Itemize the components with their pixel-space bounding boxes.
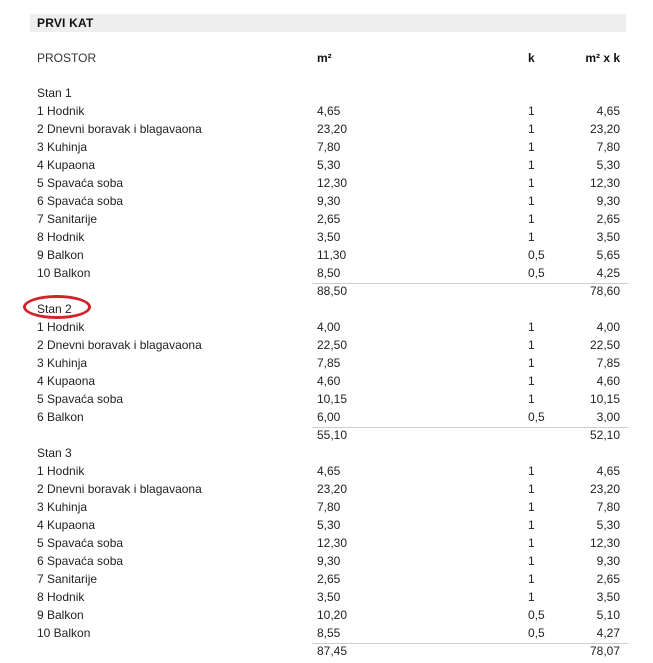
room-coefficient: 1 bbox=[528, 374, 535, 388]
room-area: 23,20 bbox=[317, 122, 348, 136]
page-title: PRVI KAT bbox=[37, 16, 94, 30]
room-name: 1 Hodnik bbox=[37, 464, 85, 478]
room-weighted-area: 23,20 bbox=[589, 122, 620, 136]
room-weighted-area: 9,30 bbox=[596, 194, 620, 208]
table-row bbox=[0, 336, 653, 354]
room-coefficient: 0,5 bbox=[528, 266, 545, 280]
column-header-k: k bbox=[528, 51, 535, 65]
highlight-circle bbox=[23, 295, 91, 319]
room-coefficient: 1 bbox=[528, 518, 535, 532]
table-row bbox=[0, 624, 653, 642]
section-heading bbox=[0, 444, 653, 462]
total-area: 88,50 bbox=[317, 284, 348, 298]
room-area: 23,20 bbox=[317, 482, 348, 496]
room-coefficient: 1 bbox=[528, 194, 535, 208]
room-coefficient: 0,5 bbox=[528, 410, 545, 424]
room-area: 12,30 bbox=[317, 176, 348, 190]
room-coefficient: 0,5 bbox=[528, 626, 545, 640]
table-row bbox=[0, 570, 653, 588]
room-weighted-area: 5,10 bbox=[596, 608, 620, 622]
room-name: 2 Dnevni boravak i blagavaona bbox=[37, 122, 202, 136]
table-row bbox=[0, 264, 653, 282]
room-name: 1 Hodnik bbox=[37, 320, 85, 334]
room-weighted-area: 7,80 bbox=[596, 500, 620, 514]
room-weighted-area: 22,50 bbox=[589, 338, 620, 352]
total-weighted-area: 52,10 bbox=[589, 428, 620, 442]
section-title: Stan 3 bbox=[37, 446, 72, 460]
table-row bbox=[0, 462, 653, 480]
table-row bbox=[0, 534, 653, 552]
room-name: 2 Dnevni boravak i blagavaona bbox=[37, 338, 202, 352]
total-area: 87,45 bbox=[317, 644, 348, 658]
table-row bbox=[0, 480, 653, 498]
room-weighted-area: 5,65 bbox=[596, 248, 620, 262]
room-area: 4,65 bbox=[317, 104, 341, 118]
room-weighted-area: 9,30 bbox=[596, 554, 620, 568]
room-coefficient: 1 bbox=[528, 212, 535, 226]
room-coefficient: 1 bbox=[528, 158, 535, 172]
total-area: 55,10 bbox=[317, 428, 348, 442]
room-weighted-area: 5,30 bbox=[596, 158, 620, 172]
room-name: 8 Hodnik bbox=[37, 590, 85, 604]
room-weighted-area: 2,65 bbox=[596, 572, 620, 586]
room-weighted-area: 4,65 bbox=[596, 464, 620, 478]
room-area: 10,20 bbox=[317, 608, 348, 622]
section-heading bbox=[0, 84, 653, 102]
table-row bbox=[0, 552, 653, 570]
table-row bbox=[0, 372, 653, 390]
table-row bbox=[0, 516, 653, 534]
room-name: 3 Kuhinja bbox=[37, 500, 88, 514]
section-title: Stan 1 bbox=[37, 86, 72, 100]
table-row bbox=[0, 210, 653, 228]
room-area: 8,50 bbox=[317, 266, 341, 280]
room-coefficient: 1 bbox=[528, 536, 535, 550]
room-weighted-area: 12,30 bbox=[589, 536, 620, 550]
room-area: 10,15 bbox=[317, 392, 348, 406]
room-coefficient: 1 bbox=[528, 338, 535, 352]
room-weighted-area: 4,00 bbox=[596, 320, 620, 334]
room-name: 4 Kupaona bbox=[37, 158, 96, 172]
room-name: 6 Spavaća soba bbox=[37, 194, 124, 208]
table-row bbox=[0, 390, 653, 408]
table-row bbox=[0, 246, 653, 264]
room-area: 4,00 bbox=[317, 320, 341, 334]
room-weighted-area: 3,50 bbox=[596, 590, 620, 604]
room-weighted-area: 2,65 bbox=[596, 212, 620, 226]
table-row bbox=[0, 174, 653, 192]
room-name: 7 Sanitarije bbox=[37, 212, 98, 226]
column-header-prostor: PROSTOR bbox=[37, 51, 97, 65]
room-coefficient: 1 bbox=[528, 572, 535, 586]
room-coefficient: 1 bbox=[528, 590, 535, 604]
room-weighted-area: 5,30 bbox=[596, 518, 620, 532]
table-row bbox=[0, 408, 653, 426]
room-name: 4 Kupaona bbox=[37, 518, 96, 532]
room-weighted-area: 4,60 bbox=[596, 374, 620, 388]
table-row bbox=[0, 588, 653, 606]
room-coefficient: 1 bbox=[528, 122, 535, 136]
room-area: 11,30 bbox=[317, 248, 347, 262]
room-coefficient: 1 bbox=[528, 482, 535, 496]
room-area: 5,30 bbox=[317, 518, 341, 532]
room-area: 8,55 bbox=[317, 626, 341, 640]
room-coefficient: 1 bbox=[528, 500, 535, 514]
room-name: 4 Kupaona bbox=[37, 374, 96, 388]
room-name: 10 Balkon bbox=[37, 266, 91, 280]
room-coefficient: 1 bbox=[528, 230, 535, 244]
room-area: 2,65 bbox=[317, 212, 341, 226]
table-row bbox=[0, 606, 653, 624]
room-coefficient: 1 bbox=[528, 140, 535, 154]
room-weighted-area: 4,65 bbox=[596, 104, 620, 118]
totals-row bbox=[0, 282, 653, 300]
room-name: 5 Spavaća soba bbox=[37, 536, 124, 550]
room-name: 10 Balkon bbox=[37, 626, 91, 640]
room-coefficient: 0,5 bbox=[528, 248, 545, 262]
table-row bbox=[0, 318, 653, 336]
section-heading bbox=[0, 300, 653, 318]
room-area: 7,80 bbox=[317, 500, 341, 514]
room-coefficient: 1 bbox=[528, 320, 535, 334]
room-area: 6,00 bbox=[317, 410, 341, 424]
room-coefficient: 0,5 bbox=[528, 608, 545, 622]
totals-divider bbox=[312, 643, 628, 644]
totals-row bbox=[0, 426, 653, 444]
room-area: 2,65 bbox=[317, 572, 341, 586]
room-weighted-area: 23,20 bbox=[589, 482, 620, 496]
room-coefficient: 1 bbox=[528, 464, 535, 478]
room-weighted-area: 3,00 bbox=[596, 410, 620, 424]
room-name: 5 Spavaća soba bbox=[37, 392, 124, 406]
room-name: 6 Balkon bbox=[37, 410, 84, 424]
room-coefficient: 1 bbox=[528, 176, 535, 190]
room-area: 4,60 bbox=[317, 374, 341, 388]
section-title: Stan 2 bbox=[37, 302, 72, 316]
room-weighted-area: 12,30 bbox=[589, 176, 620, 190]
total-weighted-area: 78,60 bbox=[589, 284, 620, 298]
room-name: 8 Hodnik bbox=[37, 230, 85, 244]
table-row bbox=[0, 498, 653, 516]
room-coefficient: 1 bbox=[528, 392, 535, 406]
room-weighted-area: 3,50 bbox=[596, 230, 620, 244]
room-name: 5 Spavaća soba bbox=[37, 176, 124, 190]
table-row bbox=[0, 156, 653, 174]
totals-divider bbox=[312, 283, 628, 284]
room-weighted-area: 7,80 bbox=[596, 140, 620, 154]
room-area: 3,50 bbox=[317, 230, 341, 244]
table-row bbox=[0, 228, 653, 246]
room-weighted-area: 7,85 bbox=[596, 356, 620, 370]
table-row bbox=[0, 354, 653, 372]
table-row bbox=[0, 120, 653, 138]
room-weighted-area: 4,25 bbox=[596, 266, 620, 280]
room-coefficient: 1 bbox=[528, 554, 535, 568]
room-area: 7,85 bbox=[317, 356, 341, 370]
room-name: 6 Spavaća soba bbox=[37, 554, 124, 568]
room-area: 5,30 bbox=[317, 158, 341, 172]
table-row bbox=[0, 138, 653, 156]
room-name: 9 Balkon bbox=[37, 248, 84, 262]
room-weighted-area: 4,27 bbox=[596, 626, 620, 640]
room-name: 1 Hodnik bbox=[37, 104, 85, 118]
total-weighted-area: 78,07 bbox=[589, 644, 620, 658]
room-area: 3,50 bbox=[317, 590, 341, 604]
room-area: 9,30 bbox=[317, 554, 341, 568]
totals-divider bbox=[312, 427, 628, 428]
room-area: 4,65 bbox=[317, 464, 341, 478]
room-name: 3 Kuhinja bbox=[37, 140, 88, 154]
room-coefficient: 1 bbox=[528, 356, 535, 370]
room-area: 22,50 bbox=[317, 338, 348, 352]
table-row bbox=[0, 102, 653, 120]
room-name: 7 Sanitarije bbox=[37, 572, 98, 586]
room-coefficient: 1 bbox=[528, 104, 535, 118]
room-weighted-area: 10,15 bbox=[589, 392, 620, 406]
totals-row bbox=[0, 642, 653, 660]
room-area: 9,30 bbox=[317, 194, 341, 208]
column-header-m2: m² bbox=[317, 51, 332, 65]
room-name: 3 Kuhinja bbox=[37, 356, 88, 370]
room-area: 12,30 bbox=[317, 536, 348, 550]
room-area: 7,80 bbox=[317, 140, 341, 154]
room-name: 2 Dnevni boravak i blagavaona bbox=[37, 482, 202, 496]
column-header-m2k: m² x k bbox=[585, 51, 620, 65]
room-name: 9 Balkon bbox=[37, 608, 84, 622]
table-row bbox=[0, 192, 653, 210]
